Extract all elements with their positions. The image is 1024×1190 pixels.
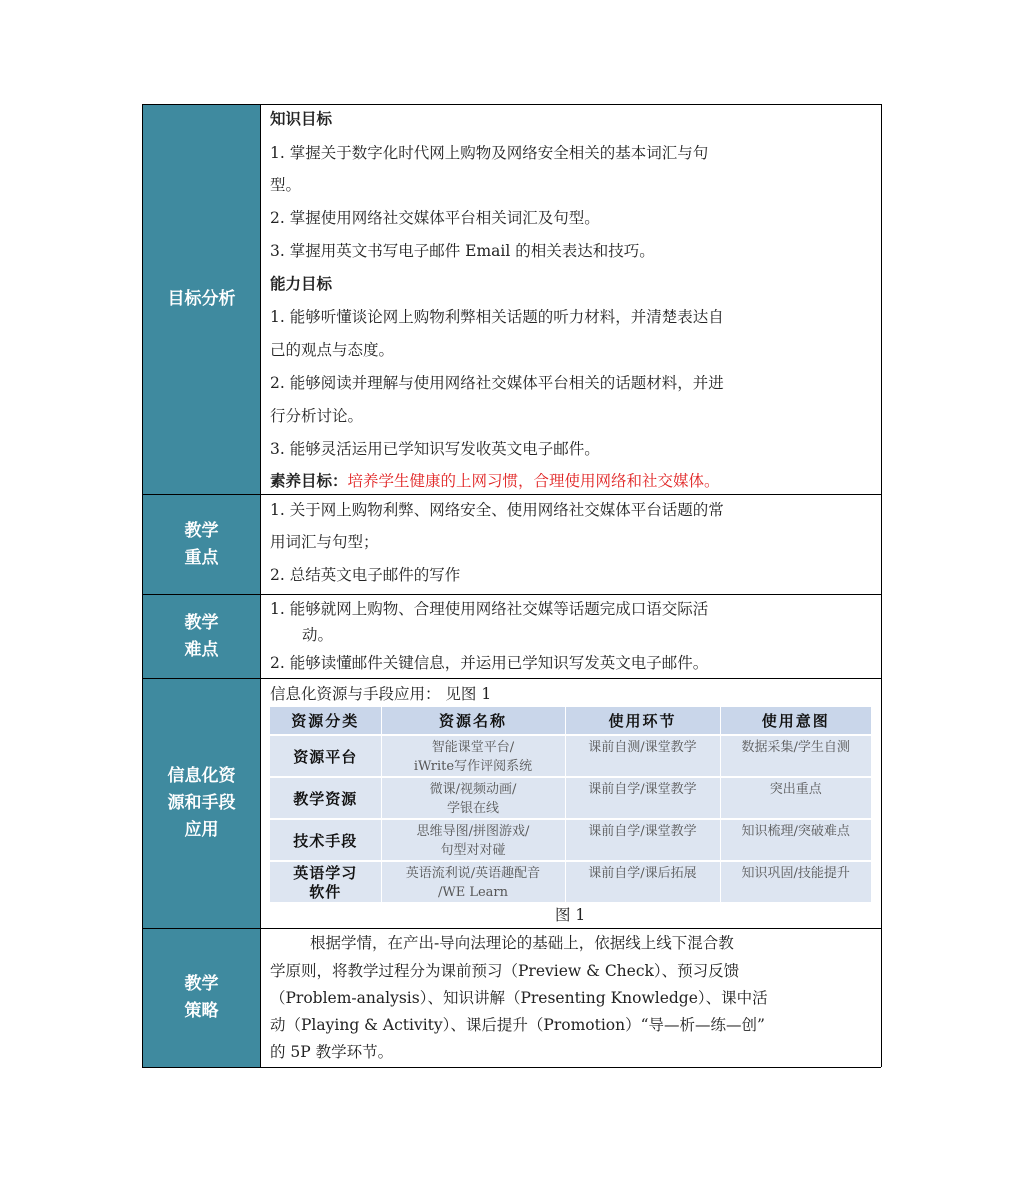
label-difficulties-line1: 教学 [184, 612, 219, 633]
knowledge-item-1-cont: 型。 [270, 176, 302, 194]
difficulty-1: 1. 能够就网上购物、合理使用网络社交媒等话题完成口语交际活 [270, 600, 709, 618]
label-resources-line2: 源和手段 [167, 793, 236, 813]
header-stage: 使用环节 [565, 707, 720, 735]
header-name: 资源名称 [381, 707, 565, 735]
label-strategy-line2: 策略 [184, 1001, 219, 1021]
resources-intro: 信息化资源与手段应用： 见图 1 [270, 685, 492, 703]
knowledge-heading: 知识目标 [270, 109, 333, 128]
resources-table [270, 707, 871, 904]
figure-caption: 图 1 [555, 906, 586, 924]
resources-table-row [270, 735, 871, 777]
ability-item-1: 1. 能够听懂谈论网上购物利弊相关话题的听力材料，并清楚表达自 [270, 308, 724, 326]
row-usage-purpose: 知识梳理/突破难点 [720, 819, 871, 861]
row-usage-stage: 课前自学/课堂教学 [565, 777, 720, 819]
key-points-content [270, 495, 873, 594]
difficulty-1-cont: 动。 [302, 626, 334, 644]
header-purpose: 使用意图 [720, 707, 871, 735]
header-category: 资源分类 [270, 707, 381, 735]
row-resource-name: 智能课堂平台/ iWrite写作评阅系统 [381, 735, 565, 777]
key-point-1-cont: 用词汇与句型； [270, 533, 379, 551]
resources-table-row [270, 777, 871, 819]
knowledge-item-1 [270, 141, 873, 163]
difficulties-content [270, 595, 873, 678]
resources-table-row [270, 819, 871, 861]
literacy-line [270, 469, 720, 491]
ability-item-2-cont: 行分析讨论。 [270, 407, 364, 425]
label-resources-line3: 应用 [184, 820, 219, 840]
column-divider [260, 104, 261, 1067]
row-usage-purpose: 知识巩固/技能提升 [720, 861, 871, 903]
table-border-bottom [142, 1067, 881, 1068]
label-resources-line1: 信息化资 [167, 766, 236, 786]
strategy-line-2: 学原则，将教学过程分为课前预习（Preview & Check）、预习反馈 [270, 962, 740, 980]
ability-item-3: 3. 能够灵活运用已学知识写发收英文电子邮件。 [270, 440, 600, 458]
ability-item-2: 2. 能够阅读并理解与使用网络社交媒体平台相关的话题材料，并进 [270, 374, 724, 392]
literacy-heading: 素养目标： [270, 471, 348, 490]
row-category: 技术手段 [270, 819, 381, 861]
row-usage-stage: 课前自学/课后拓展 [565, 861, 720, 903]
row-resource-name: 英语流利说/英语趣配音 /WE Learn [381, 861, 565, 903]
key-point-1: 1. 关于网上购物利弊、网络安全、使用网络社交媒体平台话题的常 [270, 501, 724, 519]
row-usage-purpose: 数据采集/学生自测 [720, 735, 871, 777]
row-resource-name: 微课/视频动画/ 学银在线 [381, 777, 565, 819]
row-category: 教学资源 [270, 777, 381, 819]
label-difficulties-line2: 难点 [184, 639, 219, 660]
label-strategy-line1: 教学 [184, 974, 219, 994]
key-point-2: 2. 总结英文电子邮件的写作 [270, 566, 461, 584]
knowledge-item-3: 3. 掌握用英文书写电子邮件 Email 的相关表达和技巧。 [270, 242, 655, 260]
label-key-points [143, 495, 260, 594]
strategy-line-4: 动（Playing & Activity）、课后提升（Promotion）“导—析—练—创” [270, 1016, 765, 1034]
label-key-points-line1: 教学 [184, 520, 219, 541]
row-usage-stage: 课前自测/课堂教学 [565, 735, 720, 777]
knowledge-item-2: 2. 掌握使用网络社交媒体平台相关词汇及句型。 [270, 209, 600, 227]
ability-item-1-cont: 己的观点与态度。 [270, 341, 395, 359]
row-resource-name: 思维导图/拼图游戏/ 句型对对碰 [381, 819, 565, 861]
resources-table-header [270, 707, 871, 735]
label-difficulties [143, 595, 260, 678]
knowledge-item-1-text: 1. 掌握关于数字化时代网上购物及网络安全相关的基本词汇与句 [270, 144, 709, 162]
label-objectives [143, 105, 260, 494]
table-border-left [142, 104, 143, 1067]
row-usage-stage: 课前自学/课堂教学 [565, 819, 720, 861]
row-category: 资源平台 [270, 735, 381, 777]
label-resources [143, 679, 260, 928]
difficulty-2: 2. 能够读懂邮件关键信息，并运用已学知识写发英文电子邮件。 [270, 654, 709, 672]
strategy-line-5: 的 5P 教学环节。 [270, 1043, 394, 1061]
resources-table-row [270, 861, 871, 903]
strategy-content [270, 929, 873, 1067]
label-objectives-text: 目标分析 [167, 289, 236, 309]
objectives-content [270, 105, 873, 494]
label-key-points-line2: 重点 [184, 547, 219, 568]
strategy-line-3: （Problem-analysis）、知识讲解（Presenting Knowledge）、课中活 [270, 989, 768, 1007]
strategy-line-1: 根据学情，在产出-导向法理论的基础上，依据线上线下混合教 [310, 934, 734, 952]
ability-heading: 能力目标 [270, 274, 333, 293]
label-strategy [143, 929, 260, 1067]
row-category: 英语学习 软件 [270, 861, 381, 903]
literacy-text: 培养学生健康的上网习惯，合理使用网络和社交媒体。 [347, 472, 720, 490]
row-usage-purpose: 突出重点 [720, 777, 871, 819]
table-border-right [881, 104, 882, 1067]
